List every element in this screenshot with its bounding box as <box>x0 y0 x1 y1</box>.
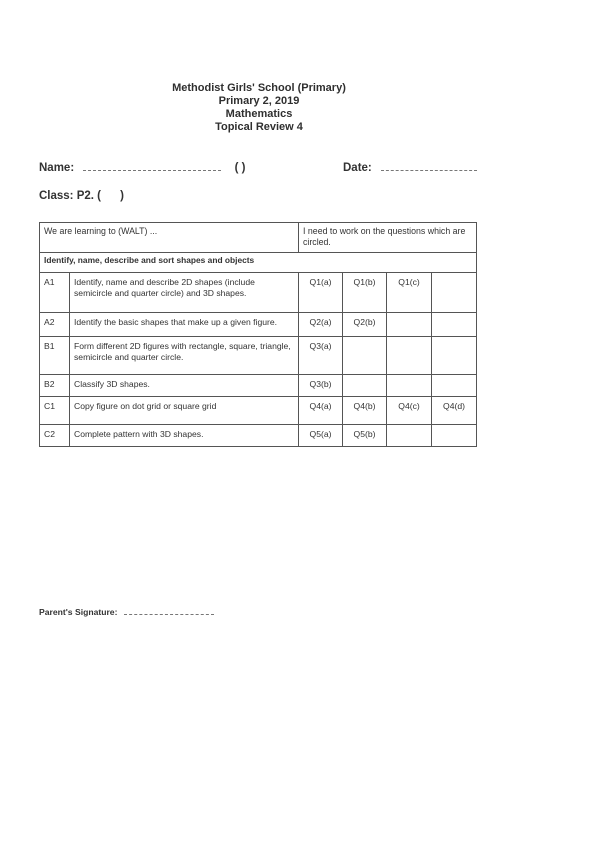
outcome-code: A1 <box>40 273 70 313</box>
table-row <box>40 375 477 397</box>
name-blank-line[interactable] <box>83 169 221 171</box>
document-header <box>0 82 518 134</box>
question-cell[interactable] <box>387 425 432 447</box>
question-cell[interactable]: Q2(b) <box>343 313 387 337</box>
date-label: Date: <box>343 162 372 174</box>
question-cell[interactable] <box>387 313 432 337</box>
outcome-code: C2 <box>40 425 70 447</box>
question-cell[interactable]: Q3(b) <box>299 375 343 397</box>
outcome-code: B2 <box>40 375 70 397</box>
question-cell[interactable] <box>432 273 477 313</box>
question-cell[interactable] <box>432 375 477 397</box>
question-cell[interactable]: Q4(d) <box>432 397 477 425</box>
table-row <box>40 273 477 313</box>
class-label: Class: P2. ( ) <box>39 190 124 202</box>
outcome-description: Form different 2D figures with rectangle, square, triangle, semicircle and quarter circle. <box>70 337 299 375</box>
date-field[interactable] <box>343 162 477 174</box>
table-header-row <box>40 223 477 253</box>
school-name: Methodist Girls' School (Primary) <box>172 82 346 94</box>
table-row <box>40 313 477 337</box>
signature-label: Parent's Signature: <box>39 607 118 617</box>
signature-blank-line[interactable] <box>124 613 214 615</box>
outcome-description: Identify, name and describe 2D shapes (include semicircle and quarter circle) and 3D shapes. <box>70 273 299 313</box>
question-cell[interactable]: Q4(a) <box>299 397 343 425</box>
walt-table <box>39 222 477 447</box>
outcome-description: Copy figure on dot grid or square grid <box>70 397 299 425</box>
section-row <box>40 253 477 273</box>
review-title: Topical Review 4 <box>215 121 303 133</box>
name-label: Name: <box>39 162 75 174</box>
question-cell[interactable] <box>343 375 387 397</box>
outcome-code: C1 <box>40 397 70 425</box>
question-cell[interactable]: Q2(a) <box>299 313 343 337</box>
question-cell[interactable]: Q1(c) <box>387 273 432 313</box>
question-cell[interactable]: Q5(a) <box>299 425 343 447</box>
date-blank-line[interactable] <box>381 169 477 171</box>
questions-header: I need to work on the questions which are circled. <box>299 223 477 253</box>
question-cell[interactable] <box>387 337 432 375</box>
question-cell[interactable] <box>387 375 432 397</box>
question-cell[interactable]: Q4(b) <box>343 397 387 425</box>
walt-header: We are learning to (WALT) ... <box>40 223 299 253</box>
question-cell[interactable]: Q1(b) <box>343 273 387 313</box>
question-cell[interactable] <box>343 337 387 375</box>
register-number-paren: ( ) <box>234 162 246 174</box>
table-row <box>40 337 477 375</box>
class-field <box>39 190 124 202</box>
name-field[interactable] <box>39 162 245 174</box>
question-cell[interactable]: Q5(b) <box>343 425 387 447</box>
outcome-code: A2 <box>40 313 70 337</box>
subject: Mathematics <box>225 108 293 120</box>
question-cell[interactable] <box>432 313 477 337</box>
question-cell[interactable] <box>432 337 477 375</box>
outcome-description: Identify the basic shapes that make up a given figure. <box>70 313 299 337</box>
question-cell[interactable]: Q3(a) <box>299 337 343 375</box>
outcome-description: Classify 3D shapes. <box>70 375 299 397</box>
question-cell[interactable] <box>432 425 477 447</box>
parent-signature-field[interactable] <box>39 607 214 617</box>
outcome-code: B1 <box>40 337 70 375</box>
section-title: Identify, name, describe and sort shapes and objects <box>40 253 477 273</box>
question-cell[interactable]: Q1(a) <box>299 273 343 313</box>
table-row <box>40 397 477 425</box>
table-row <box>40 425 477 447</box>
outcome-description: Complete pattern with 3D shapes. <box>70 425 299 447</box>
question-cell[interactable]: Q4(c) <box>387 397 432 425</box>
level-year: Primary 2, 2019 <box>218 95 300 107</box>
